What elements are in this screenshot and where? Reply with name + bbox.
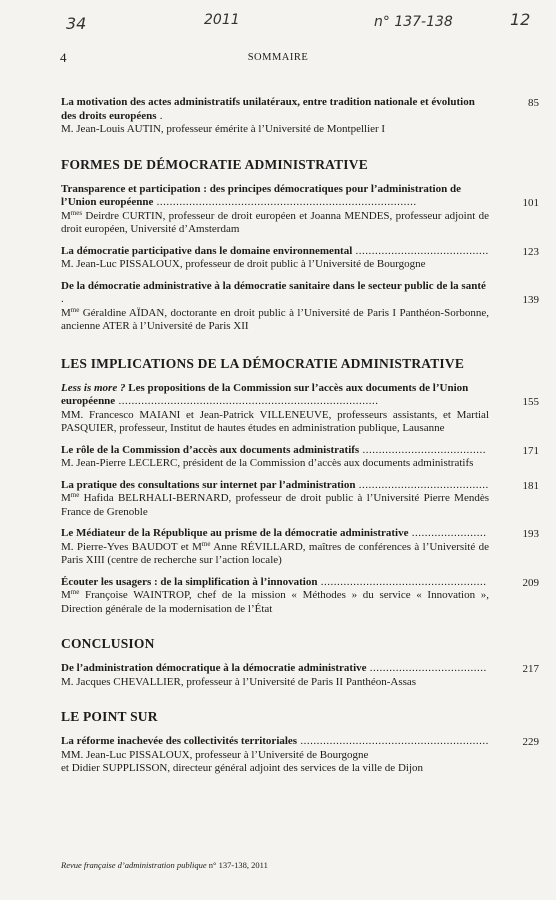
entry-authors: $M^{me}$ Françoise WAINTROP, chef de la mission « Méthodes » du service « Innovation », Direction générale de la modernisation de l’État [61, 588, 489, 615]
toc-entry [61, 183, 539, 237]
section-title: LE POINT SUR [61, 709, 158, 724]
page-number: 4 [60, 50, 67, 65]
entry-authors: M. Jean-Pierre LECLERC, président de la Commission d’accès aux documents administratifs [61, 457, 474, 469]
entry-title: La démocratie participative dans le domaine environnemental ......................................... [61, 244, 489, 257]
sections [61, 157, 539, 776]
toc-section [61, 709, 539, 776]
entry-title: Écouter les usagers : de la simplification à l’innovation ................................................... [61, 575, 487, 588]
entry-authors: M. Pierre-Yves BAUDOT et $M^{me}$ Anne RÉVILLARD, maîtres de conférences à l’Université de Paris XIII (centre de recherche sur l’action locale) [61, 539, 489, 566]
entry-authors: MM. Francesco MAIANI et Jean-Patrick VILLENEUVE, professeurs assistants, et Martial PASQUIER, professeur, Institut de hautes études en administration publique, Lausanne [61, 408, 489, 434]
entry-authors: M. Jean-Louis AUTIN, professeur émérite à l’Université de Montpellier I [61, 123, 386, 135]
running-head: SOMMAIRE [247, 52, 309, 63]
toc-entry [61, 280, 539, 334]
entry-authors: $M^{me}$ Géraldine AÏDAN, doctorante en droit public à l’Université de Paris I Panthéon-Sorbonne, ancienne ATER à l’Université de Paris XII [61, 305, 489, 332]
toc-section [61, 636, 539, 689]
entry-title: Less is more ? Les propositions de la Commission sur l’accès aux documents de l’Union européenne ................................................................................ [61, 381, 469, 407]
section-title: CONCLUSION [61, 636, 155, 651]
toc-entry [61, 735, 539, 776]
entry-title: De la démocratie administrative à la démocratie sanitaire dans le secteur public de la santé . [61, 279, 486, 305]
journal-name: Revue française d’administration publique [61, 860, 207, 870]
entry-title: De l’administration démocratique à la démocratie administrative .................................... [61, 662, 487, 674]
section-title: LES IMPLICATIONS DE LA DÉMOCRATIE ADMINISTRATIVE [61, 355, 465, 371]
toc-entry [61, 527, 539, 568]
toc-entry [61, 245, 539, 272]
entry-title: Transparence et participation : des principes démocratiques pour l’administration de l’Union européenne ................................................................................ [61, 182, 461, 208]
entry-page: 181 [522, 479, 539, 492]
entry-authors: M. Jean-Luc PISSALOUX, professeur de droit public à l’Université de Bourgogne [61, 258, 426, 270]
entry-authors: M. Jacques CHEVALLIER, professeur à l’Université de Paris II Panthéon-Assas [61, 675, 417, 688]
toc-entry [61, 479, 539, 520]
handwritten-note: n° 137-138 [374, 14, 453, 30]
entry-authors: $M^{me}$ Hafida BELRHALI-BERNARD, professeur de droit public à l’Université Pierre Mendès France de Grenoble [61, 491, 489, 518]
entry-page: 155 [522, 395, 539, 408]
entry-title: Le Médiateur de la République au prisme de la démocratie administrative ....................... [61, 527, 487, 539]
toc-section [61, 356, 539, 617]
entry-title: La réforme inachevée des collectivités territoriales .......................................................... [61, 735, 489, 747]
toc-entry [61, 662, 539, 689]
entry-page: 85 [528, 97, 539, 109]
footer [61, 860, 268, 870]
handwritten-note: 12 [510, 10, 531, 29]
entry-title: La pratique des consultations sur internet par l’administration ........................................ [61, 478, 489, 491]
toc-entry [61, 96, 539, 137]
entry-authors: $M^{mes}$ Deirdre CURTIN, professeur de droit européen et Joanna MENDES, professeur adjoint de droit européen, Université d’Amsterdam [61, 208, 489, 235]
entry-authors: MM. Jean-Luc PISSALOUX, professeur à l’Université de Bourgogne et Didier SUPPLISSON, directeur général adjoint des services de la ville de Dijon [61, 748, 423, 774]
toc-entry [61, 444, 539, 471]
toc-section [61, 157, 539, 334]
entry-page: 123 [522, 245, 539, 258]
table-of-contents [61, 96, 539, 784]
entry-title: La motivation des actes administratifs unilatéraux, entre tradition nationale et évolution des droits européens . [61, 96, 475, 122]
entry-page: 171 [522, 444, 539, 457]
entry-page: 229 [522, 736, 539, 748]
handwritten-note: 34 [66, 14, 87, 33]
entry-page: 193 [522, 528, 539, 540]
entry-page: 139 [522, 293, 539, 306]
entry-page: 217 [522, 663, 539, 675]
toc-entry [61, 382, 539, 436]
entry-page: 209 [522, 576, 539, 589]
toc-entry [61, 576, 539, 617]
entry-page: 101 [522, 196, 539, 209]
issue-info: n° 137-138, 2011 [208, 860, 268, 870]
entry-title: Le rôle de la Commission d’accès aux documents administratifs ...................................... [61, 443, 486, 456]
handwritten-note: 2011 [204, 12, 240, 28]
section-title: FORMES DE DÉMOCRATIE ADMINISTRATIVE [61, 156, 368, 172]
